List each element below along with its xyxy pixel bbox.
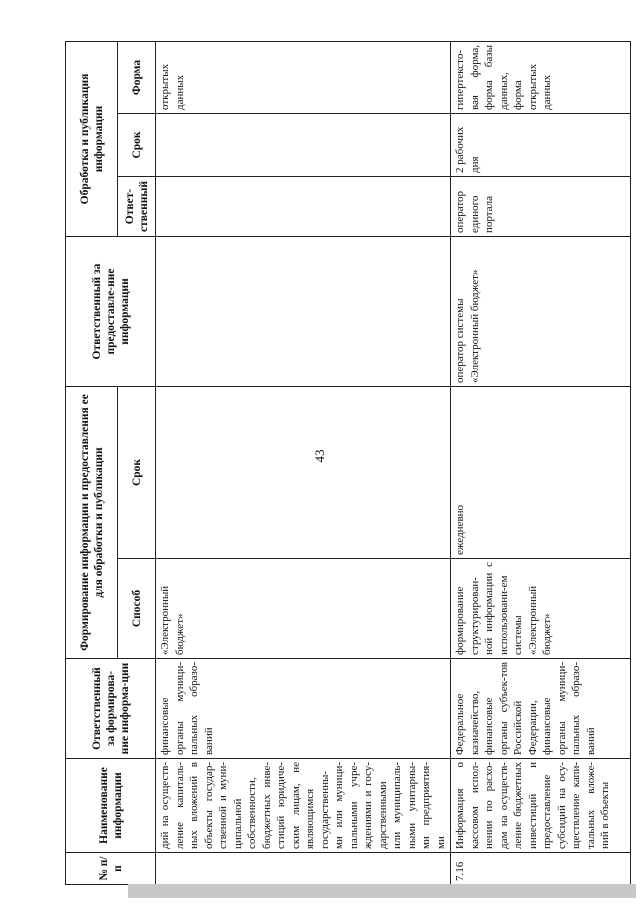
cell-responsible-provision: оператор системы «Электронный бюджет» [451,237,631,387]
cell-name: дий на осуществ-ление капиталь-ных вложений в объекты государ-ственной и муни-ципальной собственности, бюджетных инве-стиций юридиче-ским лицам, не являющимся государственны-ми или муници-пальными учре-ждениями и госу-дарственными или муниципаль-ными унитарны-ми предприятия-ми [156,759,451,853]
table-row [451,41,631,884]
cell-responsible: оператор единого портала [451,177,631,237]
cell-responsible-formation: финансовые органы муници-пальных образо-ваний [156,659,451,759]
header-method: Способ [118,559,156,659]
cell-method: «Электронный бюджет» [156,559,451,659]
cell-name: Информация о кассовом испол-нении по расхо-дам на осуществ-ление бюджетных инвестиций и предоставление субсидий на осу-ществление капи-тальных вложе-ний в объекты [451,759,631,853]
header-num: № п/п [66,853,156,885]
info-table [65,42,613,885]
header-responsible-formation: Ответственный за формирова-ние информа-ции [66,659,156,759]
cell-term: ежедневно [451,387,631,559]
cell-form: открытых данных [156,41,451,113]
header-responsible: Ответ-ственный [118,177,156,237]
cell-responsible-formation: Федеральное казначейство, финансовые органы субъек-тов Российской Федерации, финансовые органы муници-пальных образо-ваний [451,659,631,759]
header-processing-group: Обработка и публикация информации [66,41,118,236]
header-name: Наименование информации [66,759,156,853]
cell-responsible-provision [156,237,451,387]
cell-responsible [156,177,451,237]
header-responsible-provision: Ответственный за предоставле-ние информации [66,237,156,387]
page-number: 43 [312,449,327,463]
cell-term2: 2 рабочих дня [451,114,631,177]
cell-form: гипертексто-вая форма, форма базы данных, форма открытых данных [451,41,631,113]
cell-term [156,387,451,559]
header-formation-group: Формирование информации и предоставления ее для обработки и публикации [66,387,118,659]
cell-num: 7.16 [451,853,631,885]
cell-num [156,853,451,885]
header-form: Форма [118,41,156,113]
cell-term2 [156,114,451,177]
cell-method: формирование структурирован-ной информации с использовани-ем системы «Электронный бюджет» [451,559,631,659]
table-row [156,41,451,884]
scan-shadow [128,884,636,898]
header-term2: Срок [118,114,156,177]
header-term: Срок [118,387,156,559]
